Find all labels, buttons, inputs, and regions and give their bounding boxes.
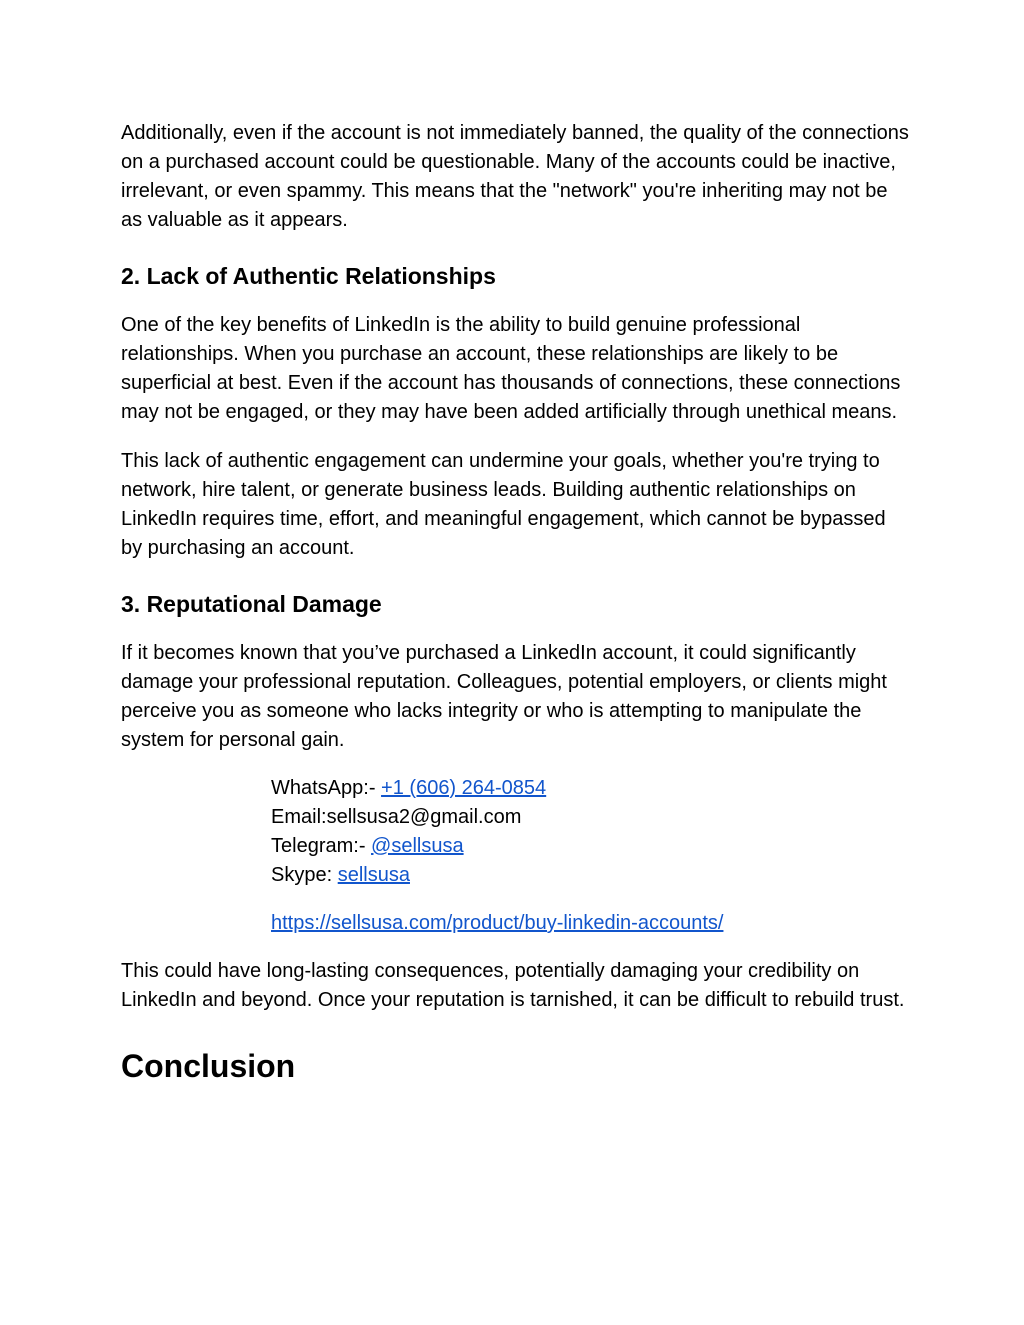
paragraph-intro: Additionally, even if the account is not immediately banned, the quality of the connections on a purchased account could be questionable. Many of the accounts could be inactive, irrelevant, or even spammy. This means that the "network" you're inheriting may not be as valuable as it appears. xyxy=(121,122,909,231)
email-line: Email:sellsusa2@gmail.com xyxy=(271,806,522,828)
heading-lack-of-authentic-relationships: 2. Lack of Authentic Relationships xyxy=(121,263,496,289)
telegram-line xyxy=(271,832,911,861)
heading-conclusion: Conclusion xyxy=(121,1048,296,1084)
paragraph-reputation-2: This could have long-lasting consequences, potentially damaging your credibility on LinkedIn and beyond. Once your reputation is tarnished, it can be difficult to rebuild trust. xyxy=(121,960,905,1011)
paragraph-lack-2: This lack of authentic engagement can undermine your goals, whether you're trying to network, hire talent, or generate business leads. Building authentic relationships on LinkedIn requires time, effort, and meaningful engagement, which cannot be bypassed by purchasing an account. xyxy=(121,450,886,559)
whatsapp-link[interactable]: +1 (606) 264-0854 xyxy=(381,777,547,799)
product-url-link[interactable]: https://sellsusa.com/product/buy-linkedin-accounts/ xyxy=(271,912,724,934)
product-url-line xyxy=(271,909,911,938)
telegram-label: Telegram:- xyxy=(271,835,372,857)
document-page xyxy=(121,119,911,1086)
skype-label: Skype: xyxy=(271,864,338,886)
whatsapp-line xyxy=(271,774,911,803)
paragraph-lack-1: One of the key benefits of LinkedIn is the ability to build genuine professional relationships. When you purchase an account, these relationships are likely to be superficial at best. Even if the account has thousands of connections, these connections may not be engaged, or they may have been added artificially through unethical means. xyxy=(121,314,901,423)
skype-line xyxy=(271,861,911,890)
whatsapp-label: WhatsApp:- xyxy=(271,777,382,799)
skype-link[interactable]: sellsusa xyxy=(337,864,410,886)
contact-block xyxy=(271,774,911,890)
telegram-link[interactable]: @sellsusa xyxy=(371,835,464,857)
heading-reputational-damage: 3. Reputational Damage xyxy=(121,591,382,617)
paragraph-reputation-1: If it becomes known that you’ve purchased a LinkedIn account, it could significantly damage your professional reputation. Colleagues, potential employers, or clients might perceive you as someone who lacks integrity or who is attempting to manipulate the system for personal gain. xyxy=(121,642,887,751)
